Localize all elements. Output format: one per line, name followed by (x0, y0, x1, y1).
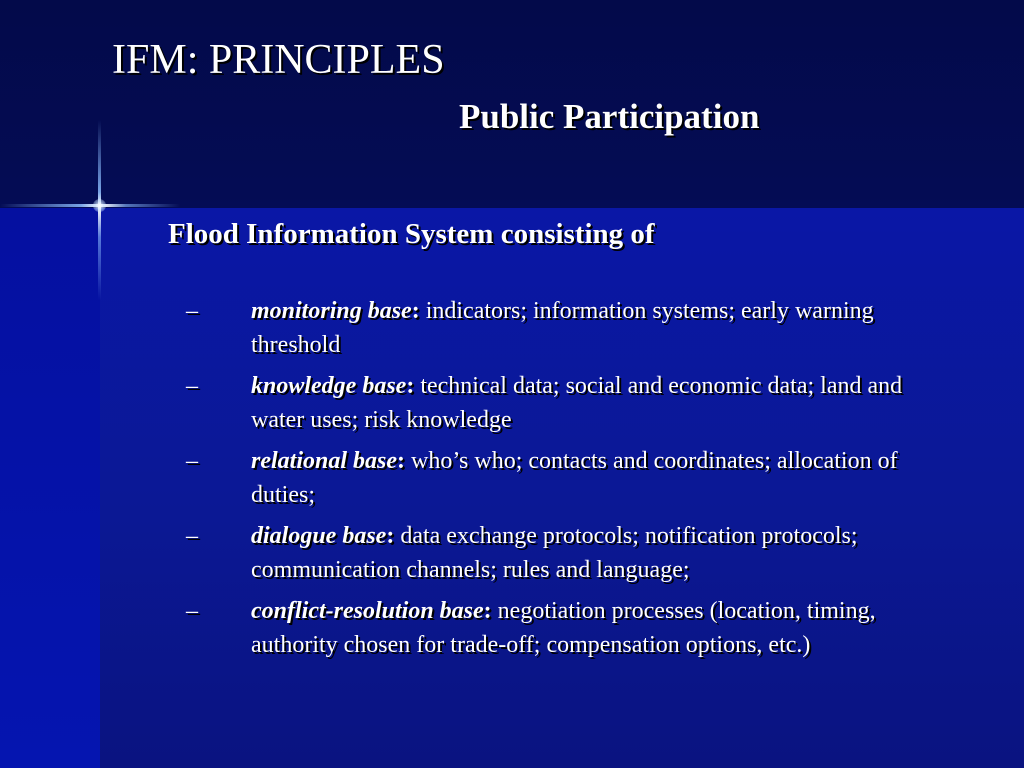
dash-bullet: – (186, 448, 198, 474)
list-item-term: monitoring base (251, 298, 412, 324)
list-item (0, 294, 1024, 362)
list-item-description: negotiation processes (location, timing, authority chosen for trade-off; compensation options, etc.) (251, 598, 876, 658)
section-heading: Flood Information System consisting of (168, 218, 655, 250)
dash-bullet: – (186, 598, 198, 624)
list-item-colon: : (406, 373, 415, 399)
lens-flare-icon (93, 199, 106, 212)
list-item-term: conflict-resolution base (251, 598, 484, 624)
list-item-description: indicators; information systems; early warning threshold (251, 298, 874, 358)
list-item-text (251, 594, 961, 662)
list-item-text (251, 369, 961, 437)
dash-bullet: – (186, 523, 198, 549)
list-item-term: knowledge base (251, 373, 407, 399)
list-item-term: dialogue base (251, 523, 387, 549)
list-item-text (251, 519, 961, 587)
list-item-colon: : (386, 523, 395, 549)
list-item-text (251, 294, 961, 362)
list-item-colon: : (483, 598, 492, 624)
lens-flare-horizontal (0, 204, 180, 207)
list-item (0, 519, 1024, 587)
list-item-description: who’s who; contacts and coordinates; allocation of duties; (251, 448, 898, 508)
list-item (0, 444, 1024, 512)
list-item-text (251, 444, 961, 512)
list-item-description: technical data; social and economic data; land and water uses; risk knowledge (251, 373, 903, 433)
list-item-description: data exchange protocols; notification protocols; communication channels; rules and language; (251, 523, 858, 583)
list-item-colon: : (411, 298, 420, 324)
slide-title: IFM: PRINCIPLES (112, 37, 445, 83)
dash-bullet: – (186, 373, 198, 399)
slide-subtitle: Public Participation (459, 97, 760, 136)
dash-bullet: – (186, 298, 198, 324)
list-item (0, 594, 1024, 662)
list-item-term: relational base (251, 448, 398, 474)
bullet-list (0, 294, 1024, 669)
list-item-colon: : (397, 448, 406, 474)
list-item (0, 369, 1024, 437)
